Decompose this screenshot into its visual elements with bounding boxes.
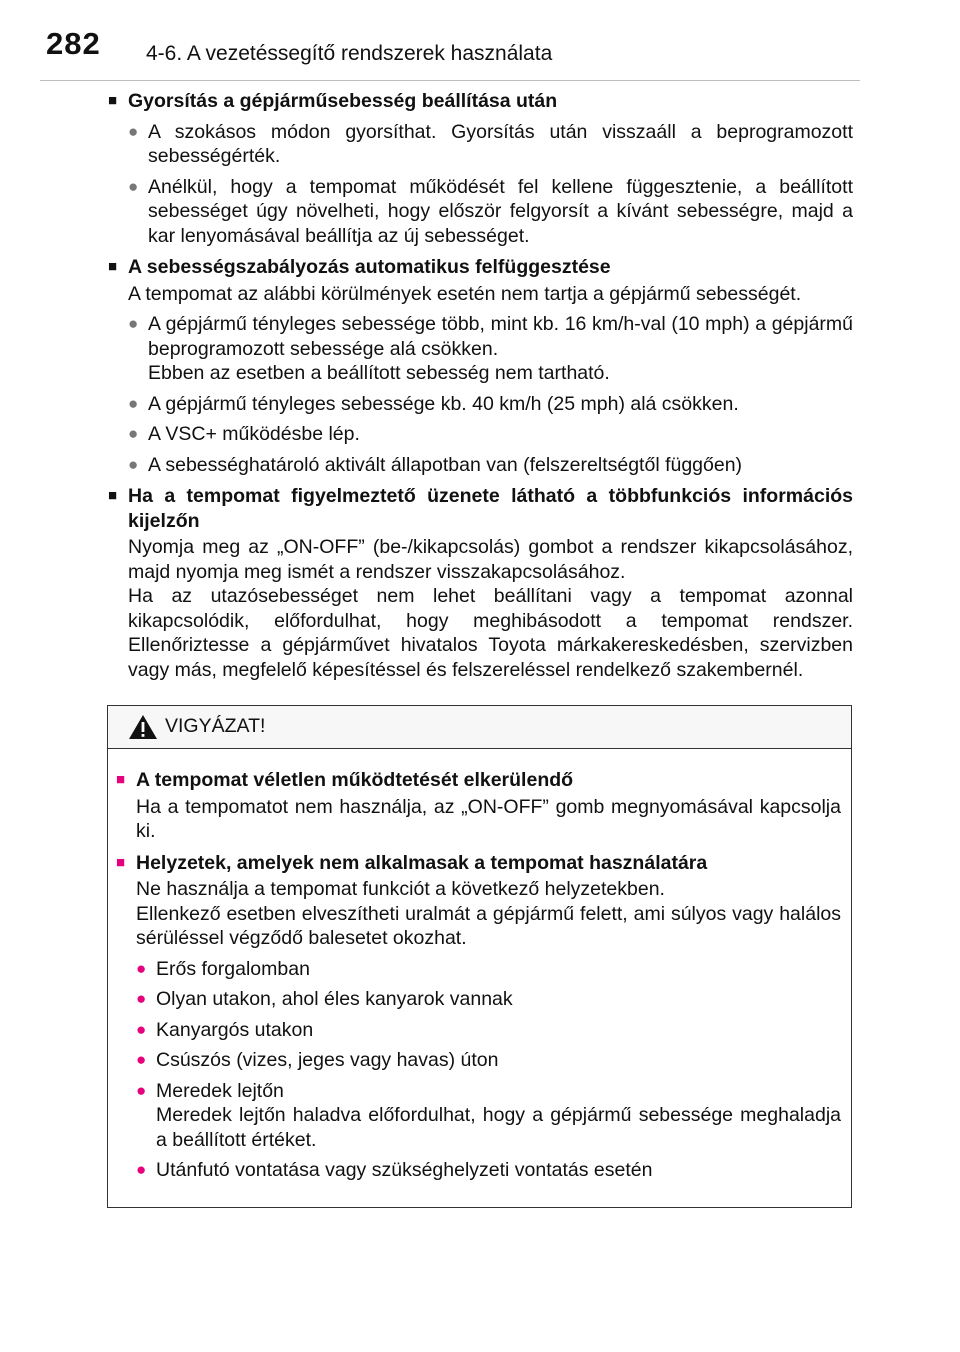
section-description: A tempomat az alábbi körülmények esetén nem tartja a gépjármű sebességét. — [128, 282, 802, 305]
section-auto-cancel — [108, 255, 853, 477]
round-bullet-icon: ● — [136, 989, 147, 1008]
section-warning-message — [108, 484, 853, 682]
page-number: 282 — [46, 26, 101, 61]
round-bullet-icon: ● — [128, 121, 139, 141]
section-description: Nyomja meg az „ON-OFF” (be-/kikapcsolás) gombot a rendszer kikapcsolásához, majd nyomja meg ismét a rendszer visszakapcsolásához. Ha az utazósebességet nem lehet beállítani vagy a tempomat azonnal kikapcsolódik, előfordulhat, hogy meghibásodott a tempomat rendszer. Ellenőriztesse a gépjárművet hivatalos Toyota márkakereskedésben, szervizben vagy más, megfelelő képesítéssel és felszereléssel rendelkező szakembernél. — [128, 536, 853, 681]
round-bullet-icon: ● — [136, 1050, 147, 1069]
square-bullet-icon: ■ — [108, 258, 118, 275]
round-bullet-icon: ● — [136, 1160, 147, 1179]
square-bullet-icon: ■ — [108, 487, 118, 504]
caution-description: Ha a tempomatot nem használja, az „ON-OFF” gomb megnyomásával kapcsolja ki. — [136, 795, 841, 842]
caution-heading: ■ A tempomat véletlen működtetését elkerülendő — [116, 769, 574, 791]
section-heading: ■ Ha a tempomat figyelmeztető üzenete látható a többfunkciós információs kijelzőn — [108, 485, 853, 532]
round-bullet-icon: ● — [128, 314, 139, 333]
section-heading: ■ A sebességszabályozás automatikus felfüggesztése — [108, 256, 611, 278]
caution-title: VIGYÁZAT! — [165, 715, 266, 737]
round-bullet-icon: ● — [136, 1080, 147, 1100]
list-item: ● Meredek lejtőn Meredek lejtőn haladva előfordulhat, hogy a gépjármű sebessége meghaladja a beállított értéket. — [116, 1079, 841, 1153]
caution-body — [116, 768, 841, 1190]
list-item: ● Anélkül, hogy a tempomat működését fel kellene függesztenie, a beállított sebességet úgy növelheti, hogy először felgyorsít a kívánt sebességre, majd a kar lenyomásával beállítja az új sebességet. — [108, 175, 853, 249]
round-bullet-icon: ● — [128, 424, 139, 443]
list-item: ● Utánfutó vontatása vagy szükséghelyzeti vontatás esetén — [116, 1158, 841, 1183]
round-bullet-icon: ● — [136, 958, 147, 978]
warning-triangle-icon — [128, 714, 158, 740]
round-bullet-icon: ● — [128, 454, 139, 474]
page-header — [0, 0, 960, 80]
list-item: ● Olyan utakon, ahol éles kanyarok vannak — [116, 987, 841, 1012]
section-heading: ■ Gyorsítás a gépjárműsebesség beállítása után — [108, 90, 558, 112]
section-acceleration — [108, 89, 853, 248]
header-divider — [40, 80, 860, 81]
list-item: ● A VSC+ működésbe lép. — [108, 422, 853, 447]
body-content — [108, 89, 853, 689]
caution-box — [107, 705, 852, 1208]
list-item: ● Kanyargós utakon — [116, 1018, 841, 1043]
caution-heading: ■ Helyzetek, amelyek nem alkalmasak a tempomat használatára — [116, 851, 708, 874]
round-bullet-icon: ● — [128, 393, 139, 413]
square-bullet-icon: ■ — [116, 771, 126, 788]
list-item: ● Csúszós (vizes, jeges vagy havas) úton — [116, 1048, 841, 1073]
caution-item — [116, 851, 841, 1183]
list-item: ● A szokásos módon gyorsíthat. Gyorsítás után visszaáll a beprogramozott sebességérték. — [108, 120, 853, 169]
caution-header — [108, 706, 851, 749]
caution-description: Ne használja a tempomat funkciót a következő helyzetekben. Ellenkező esetben elveszítheti uralmát a gépjármű felett, ami súlyos vagy halálos sérüléssel végződő balesetet okozhat. — [136, 878, 841, 949]
round-bullet-icon: ● — [128, 176, 139, 196]
list-item: ● A sebességhatároló aktivált állapotban van (felszereltségtől függően) — [108, 453, 853, 478]
list-item: ● A gépjármű tényleges sebessége több, mint kb. 16 km/h-val (10 mph) a gépjármű beprogramozott sebessége alá csökken. Ebben az esetben a beállított sebesség nem tartható. — [108, 312, 853, 386]
square-bullet-icon: ■ — [108, 92, 118, 109]
round-bullet-icon: ● — [136, 1019, 147, 1039]
caution-item — [116, 768, 841, 844]
square-bullet-icon: ■ — [116, 853, 126, 871]
list-item: ● Erős forgalomban — [116, 957, 841, 982]
list-item: ● A gépjármű tényleges sebessége kb. 40 km/h (25 mph) alá csökken. — [108, 392, 853, 417]
chapter-title: 4-6. A vezetéssegítő rendszerek használata — [146, 42, 553, 65]
